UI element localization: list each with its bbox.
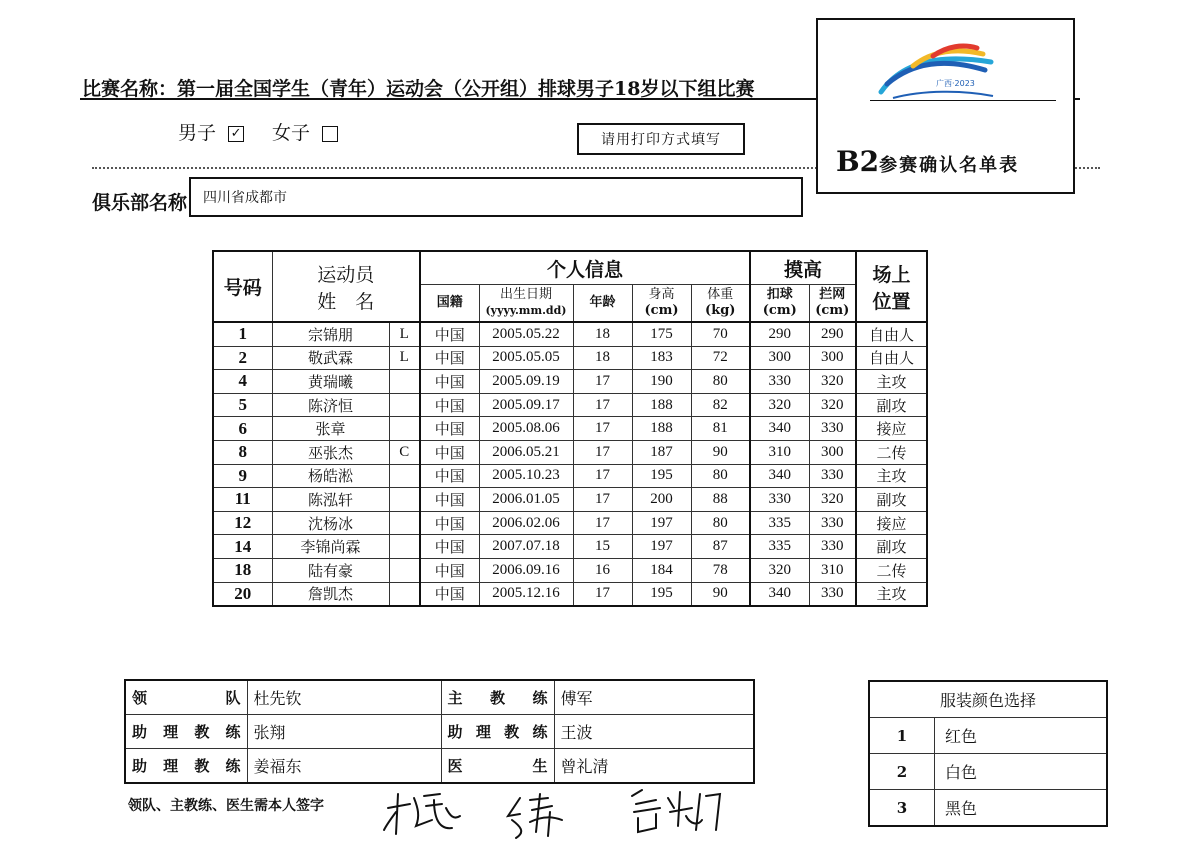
roster-weight: 90: [691, 582, 750, 606]
roster-row: [213, 582, 927, 606]
roster-birth: 2005.12.16: [479, 582, 573, 606]
header-position: 场上 位置: [856, 251, 927, 322]
roster-birth: 2007.07.18: [479, 535, 573, 559]
roster-number: 12: [213, 511, 272, 535]
roster-weight: 70: [691, 322, 750, 346]
roster-spike: 330: [750, 488, 809, 512]
roster-height: 190: [632, 370, 691, 394]
roster-birth: 2005.09.17: [479, 393, 573, 417]
roster-spike: 335: [750, 535, 809, 559]
club-value: 四川省成都市: [203, 190, 287, 206]
roster-height: 197: [632, 511, 691, 535]
roster-row: [213, 464, 927, 488]
roster-block: 310: [809, 558, 856, 582]
roster-age: 17: [573, 393, 632, 417]
staff-role-label: [441, 680, 554, 715]
staff-role-label: [125, 680, 247, 715]
roster-tag: [389, 511, 420, 535]
roster-number: 9: [213, 464, 272, 488]
roster-age: 18: [573, 322, 632, 346]
roster-weight: 87: [691, 535, 750, 559]
roster-name: 李锦尚霖: [272, 535, 389, 559]
roster-spike: 300: [750, 346, 809, 370]
staff-name[interactable]: 张翔: [247, 715, 441, 749]
staff-name[interactable]: 姜福东: [247, 749, 441, 784]
roster-weight: 72: [691, 346, 750, 370]
roster-birth: 2006.09.16: [479, 558, 573, 582]
roster-block: 330: [809, 535, 856, 559]
roster-weight: 81: [691, 417, 750, 441]
uniform-option[interactable]: [869, 718, 1107, 754]
roster-number: 2: [213, 346, 272, 370]
roster-block: 300: [809, 440, 856, 464]
uniform-option[interactable]: [869, 790, 1107, 827]
gender-selection: [178, 118, 366, 145]
roster-position: 接应: [856, 511, 927, 535]
roster-tag: [389, 464, 420, 488]
roster-table: [212, 250, 928, 607]
roster-height: 195: [632, 464, 691, 488]
roster-spike: 320: [750, 558, 809, 582]
roster-spike: 340: [750, 417, 809, 441]
roster-name: 巫张杰: [272, 440, 389, 464]
roster-tag: [389, 488, 420, 512]
roster-number: 5: [213, 393, 272, 417]
role-char: 教: [194, 757, 210, 775]
roster-nationality: 中国: [420, 322, 479, 346]
role-char: 队: [225, 689, 241, 707]
roster-name: 张章: [272, 417, 389, 441]
role-char: 教: [194, 723, 210, 741]
roster-nationality: 中国: [420, 464, 479, 488]
uniform-color-table: [868, 680, 1108, 827]
roster-spike: 310: [750, 440, 809, 464]
roster-nationality: 中国: [420, 440, 479, 464]
roster-age: 18: [573, 346, 632, 370]
roster-position: 副攻: [856, 488, 927, 512]
roster-nationality: 中国: [420, 558, 479, 582]
roster-height: 195: [632, 582, 691, 606]
roster-nationality: 中国: [420, 535, 479, 559]
roster-nationality: 中国: [420, 511, 479, 535]
logo-rule: [870, 100, 1056, 101]
roster-spike: 340: [750, 582, 809, 606]
role-char: 教: [504, 723, 520, 741]
roster-position: 接应: [856, 417, 927, 441]
uniform-option-number: 3: [869, 790, 935, 827]
roster-age: 17: [573, 440, 632, 464]
roster-height: 187: [632, 440, 691, 464]
roster-tag: C: [389, 440, 420, 464]
roster-age: 17: [573, 417, 632, 441]
roster-age: 15: [573, 535, 632, 559]
staff-name[interactable]: 傅军: [554, 680, 754, 715]
male-checkbox[interactable]: ✓: [228, 126, 244, 142]
role-char: 教: [489, 689, 505, 707]
roster-block: 330: [809, 464, 856, 488]
roster-spike: 320: [750, 393, 809, 417]
header-spike: 扣球 (cm): [750, 285, 809, 323]
uniform-option-number: 1: [869, 718, 935, 754]
female-checkbox[interactable]: [322, 126, 338, 142]
staff-row: [125, 715, 754, 749]
roster-position: 自由人: [856, 322, 927, 346]
staff-role-label: [441, 715, 554, 749]
roster-position: 副攻: [856, 393, 927, 417]
roster-name: 沈杨冰: [272, 511, 389, 535]
roster-birth: 2006.05.21: [479, 440, 573, 464]
roster-height: 175: [632, 322, 691, 346]
roster-spike: 335: [750, 511, 809, 535]
roster-height: 184: [632, 558, 691, 582]
header-birth: 出生日期 (yyyy.mm.dd): [479, 285, 573, 323]
staff-row: [125, 680, 754, 715]
roster-age: 17: [573, 488, 632, 512]
uniform-option-color: 黑色: [935, 790, 1108, 827]
roster-tag: [389, 582, 420, 606]
roster-age: 17: [573, 370, 632, 394]
competition-name: 第一届全国学生（青年）运动会（公开组）排球男子18岁以下组比赛: [177, 78, 755, 100]
roster-spike: 290: [750, 322, 809, 346]
header-number: 号码: [213, 251, 272, 322]
role-char: 助: [132, 723, 148, 741]
role-char: 练: [532, 689, 548, 707]
roster-block: 330: [809, 582, 856, 606]
roster-birth: 2005.10.23: [479, 464, 573, 488]
header-weight: 体重 (kg): [691, 285, 750, 323]
roster-number: 20: [213, 582, 272, 606]
roster-row: [213, 558, 927, 582]
roster-birth: 2005.05.05: [479, 346, 573, 370]
logo-caption: 广西·2023: [936, 79, 975, 88]
role-char: 练: [225, 723, 241, 741]
header-age: 年龄: [573, 285, 632, 323]
roster-spike: 340: [750, 464, 809, 488]
roster-number: 8: [213, 440, 272, 464]
role-char: 主: [447, 689, 463, 707]
roster-position: 自由人: [856, 346, 927, 370]
roster-tag: [389, 535, 420, 559]
roster-position: 二传: [856, 440, 927, 464]
roster-spike: 330: [750, 370, 809, 394]
roster-nationality: 中国: [420, 393, 479, 417]
role-char: 助: [132, 757, 148, 775]
roster-position: 主攻: [856, 582, 927, 606]
role-char: 助: [447, 723, 463, 741]
role-char: 医: [447, 757, 463, 775]
male-label: 男子: [178, 122, 217, 144]
roster-block: 320: [809, 488, 856, 512]
roster-height: 200: [632, 488, 691, 512]
header-athlete: 运动员 姓 名: [272, 251, 420, 322]
roster-age: 17: [573, 511, 632, 535]
signature-note: 领队、主教练、医生需本人签字: [128, 798, 324, 814]
roster-row: [213, 417, 927, 441]
roster-row: [213, 370, 927, 394]
roster-nationality: 中国: [420, 417, 479, 441]
roster-tag: [389, 417, 420, 441]
role-char: 理: [163, 757, 179, 775]
roster-nationality: 中国: [420, 346, 479, 370]
roster-weight: 82: [691, 393, 750, 417]
roster-name: 陈济恒: [272, 393, 389, 417]
roster-block: 320: [809, 393, 856, 417]
roster-number: 6: [213, 417, 272, 441]
roster-block: 300: [809, 346, 856, 370]
uniform-title: 服装颜色选择: [869, 681, 1107, 718]
form-title: 参赛确认名单表: [879, 155, 1020, 176]
roster-birth: 2005.05.22: [479, 322, 573, 346]
header-personal-info: 个人信息: [420, 251, 750, 285]
roster-age: 17: [573, 464, 632, 488]
roster-nationality: 中国: [420, 582, 479, 606]
roster-weight: 80: [691, 464, 750, 488]
roster-name: 宗锦朋: [272, 322, 389, 346]
roster-number: 18: [213, 558, 272, 582]
roster-block: 330: [809, 417, 856, 441]
form-code: B2: [836, 145, 880, 178]
role-char: 生: [532, 757, 548, 775]
roster-block: 330: [809, 511, 856, 535]
roster-height: 183: [632, 346, 691, 370]
roster-height: 188: [632, 417, 691, 441]
roster-position: 副攻: [856, 535, 927, 559]
roster-block: 290: [809, 322, 856, 346]
roster-number: 1: [213, 322, 272, 346]
roster-position: 二传: [856, 558, 927, 582]
roster-birth: 2005.08.06: [479, 417, 573, 441]
roster-tag: [389, 558, 420, 582]
roster-birth: 2006.02.06: [479, 511, 573, 535]
roster-block: 320: [809, 370, 856, 394]
roster-nationality: 中国: [420, 488, 479, 512]
roster-age: 17: [573, 582, 632, 606]
uniform-option-color: 白色: [935, 754, 1108, 790]
uniform-option-color: 红色: [935, 718, 1108, 754]
form-id-box: [816, 18, 1075, 194]
print-hint-text: 请用打印方式填写: [601, 132, 721, 148]
roster-name: 杨皓淞: [272, 464, 389, 488]
roster-height: 197: [632, 535, 691, 559]
uniform-option-number: 2: [869, 754, 935, 790]
roster-name: 黄瑞曦: [272, 370, 389, 394]
roster-row: [213, 322, 927, 346]
female-label: 女子: [272, 122, 311, 144]
roster-number: 4: [213, 370, 272, 394]
roster-name: 陈泓轩: [272, 488, 389, 512]
roster-name: 陆有豪: [272, 558, 389, 582]
staff-name[interactable]: 王波: [554, 715, 754, 749]
staff-role-label: [125, 715, 247, 749]
roster-row: [213, 535, 927, 559]
uniform-option[interactable]: [869, 754, 1107, 790]
roster-row: [213, 440, 927, 464]
handwritten-signatures: [380, 786, 740, 841]
staff-name[interactable]: 曾礼清: [554, 749, 754, 784]
print-hint-box: [577, 123, 745, 155]
role-char: 领: [132, 689, 148, 707]
competition-title: [82, 74, 754, 101]
form-heading: [836, 145, 1019, 178]
staff-row: [125, 749, 754, 784]
staff-name[interactable]: 杜先钦: [247, 680, 441, 715]
roster-weight: 88: [691, 488, 750, 512]
roster-birth: 2006.01.05: [479, 488, 573, 512]
roster-tag: [389, 393, 420, 417]
roster-position: 主攻: [856, 370, 927, 394]
header-height: 身高 (cm): [632, 285, 691, 323]
header-nationality: 国籍: [420, 285, 479, 323]
role-char: 理: [475, 723, 491, 741]
roster-weight: 80: [691, 511, 750, 535]
role-char: 理: [163, 723, 179, 741]
header-block: 拦网 (cm): [809, 285, 856, 323]
roster-row: [213, 511, 927, 535]
roster-name: 敬武霖: [272, 346, 389, 370]
roster-row: [213, 488, 927, 512]
roster-weight: 80: [691, 370, 750, 394]
roster-weight: 90: [691, 440, 750, 464]
roster-number: 11: [213, 488, 272, 512]
header-reach: 摸高: [750, 251, 856, 285]
roster-tag: [389, 370, 420, 394]
roster-tag: L: [389, 346, 420, 370]
roster-tag: L: [389, 322, 420, 346]
club-field[interactable]: [189, 177, 803, 217]
staff-role-label: [125, 749, 247, 784]
club-label: 俱乐部名称: [92, 192, 188, 214]
roster-row: [213, 393, 927, 417]
roster-height: 188: [632, 393, 691, 417]
roster-position: 主攻: [856, 464, 927, 488]
roster-age: 16: [573, 558, 632, 582]
competition-label: 比赛名称：: [82, 78, 178, 100]
roster-weight: 78: [691, 558, 750, 582]
role-char: 练: [225, 757, 241, 775]
roster-name: 詹凯杰: [272, 582, 389, 606]
roster-number: 14: [213, 535, 272, 559]
staff-table: [124, 679, 755, 784]
roster-nationality: 中国: [420, 370, 479, 394]
roster-row: [213, 346, 927, 370]
staff-role-label: [441, 749, 554, 784]
role-char: 练: [532, 723, 548, 741]
roster-birth: 2005.09.19: [479, 370, 573, 394]
